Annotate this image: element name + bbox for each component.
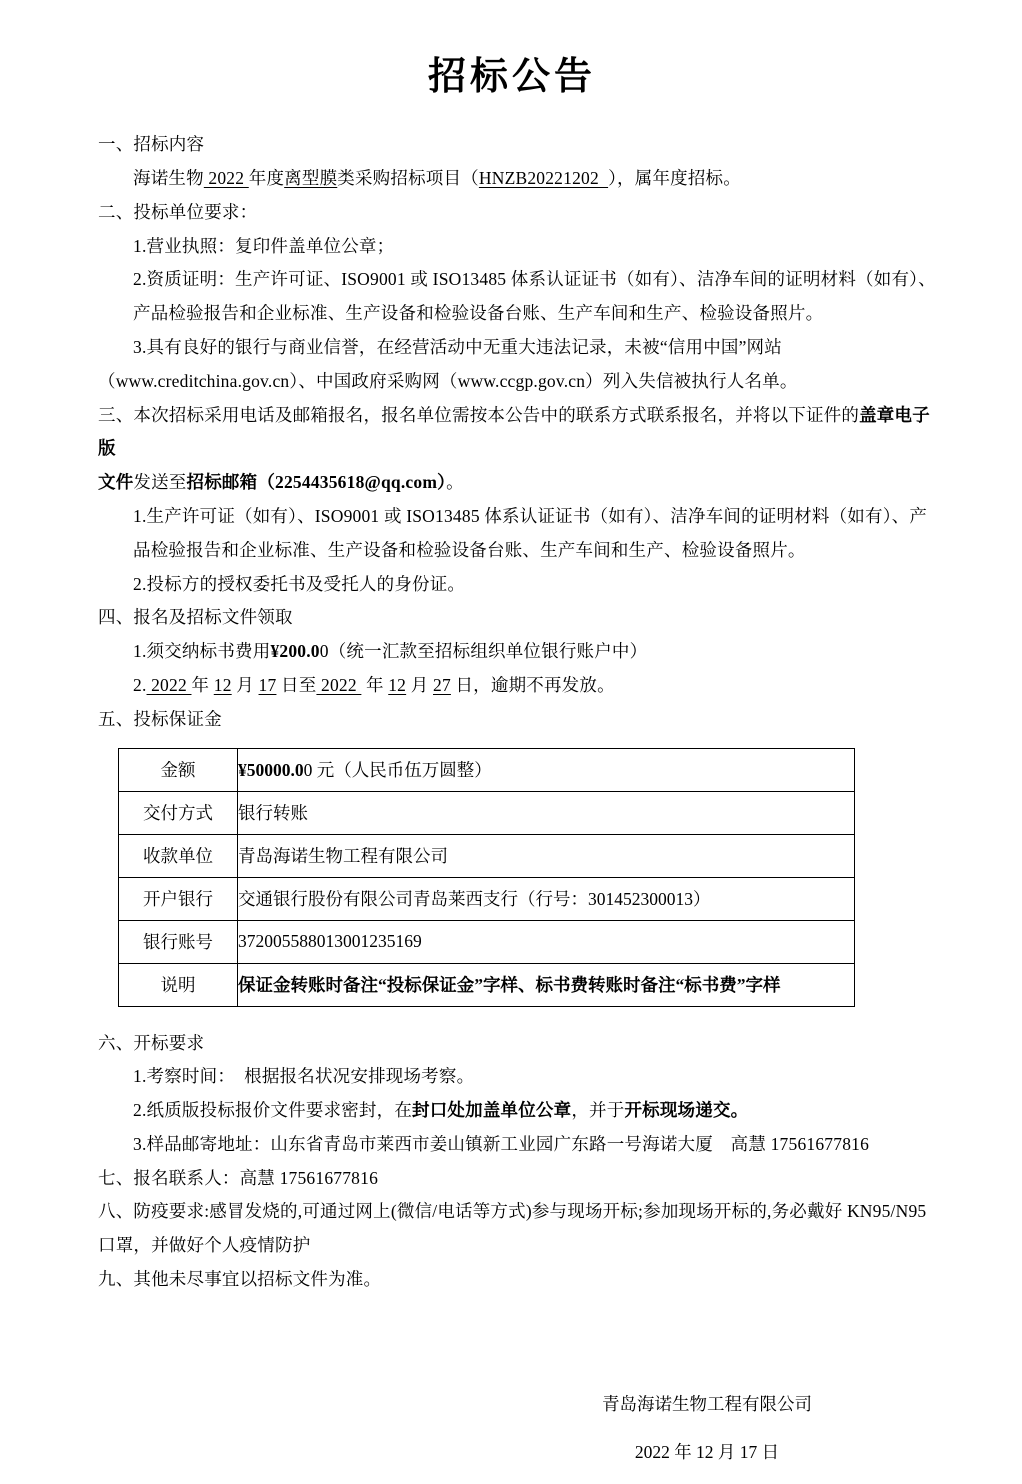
text-segment: 五、投标保证金 <box>98 708 222 729</box>
doc-line <box>98 1094 944 1128</box>
table-row <box>119 963 855 1006</box>
text-segment: ¥200.0 <box>270 641 320 662</box>
doc-line <box>98 466 944 500</box>
doc-line <box>98 669 944 703</box>
text-segment: 文件 <box>98 472 134 493</box>
doc-line <box>98 196 944 230</box>
signature-company: 青岛海诺生物工程有限公司 <box>602 1393 812 1414</box>
doc-line <box>98 1027 944 1061</box>
text-segment: 品检验报告和企业标准、生产设备和检验设备台账、生产车间和生产、检验设备照片。 <box>133 539 806 560</box>
doc-line <box>98 568 944 602</box>
text-segment: 四、报名及招标文件领取 <box>98 607 293 628</box>
text-segment: 招标邮箱（2254435618@qq.com） <box>186 472 447 493</box>
text-segment: 。 <box>446 472 464 493</box>
doc-line <box>98 1229 944 1263</box>
text-segment: 2022 <box>316 674 362 695</box>
doc-line <box>98 500 944 534</box>
text-segment: 七、报名联系人：高慧 17561677816 <box>98 1167 379 1188</box>
text-segment: 口罩，并做好个人疫情防护 <box>98 1235 311 1256</box>
text-segment: 八、防疫要求:感冒发烧的,可通过网上(微信/电话等方式)参与现场开标;参加现场开标的,务必戴好 KN95/N95 <box>98 1201 927 1222</box>
text-segment: 银行转账 <box>238 803 308 823</box>
doc-line <box>98 534 944 568</box>
text-segment: 12 <box>213 674 232 695</box>
doc-line <box>98 128 944 162</box>
row-label: 开户银行 <box>119 877 238 920</box>
row-label: 收款单位 <box>119 834 238 877</box>
doc-line <box>98 399 944 467</box>
row-value <box>238 920 855 963</box>
row-value <box>238 877 855 920</box>
signature-block <box>557 1387 857 1469</box>
text-segment: ，并于 <box>571 1100 625 1121</box>
text-segment: HNZB20221202 <box>478 167 609 188</box>
deposit-table <box>118 748 855 1007</box>
text-segment: 1.须交纳标书费用 <box>133 641 271 662</box>
text-segment: 开标现场递交。 <box>624 1100 749 1121</box>
text-segment: 3.样品邮寄地址：山东省青岛市莱西市姜山镇新工业园广东路一号海诺大厦 高慧 17561677816 <box>133 1133 870 1154</box>
text-segment: 3.具有良好的银行与商业信誉，在经营活动中无重大违法记录，未被“信用中国”网站 <box>133 336 782 357</box>
row-label: 说明 <box>119 963 238 1006</box>
doc-line <box>98 230 944 264</box>
deposit-table-body <box>119 748 855 1006</box>
text-segment: 二、投标单位要求： <box>98 201 258 222</box>
text-segment: 1.生产许可证（如有）、ISO9001 或 ISO13485 体系认证证书（如有）、洁净车间的证明材料（如有）、产 <box>133 505 928 526</box>
doc-line <box>98 1060 944 1094</box>
doc-line <box>98 263 944 297</box>
table-row <box>119 920 855 963</box>
row-value <box>238 748 855 791</box>
doc-line <box>98 297 944 331</box>
signature-date: 2022 年 12 月 17 日 <box>634 1441 780 1462</box>
doc-line <box>98 1195 944 1229</box>
text-segment: 发送至 <box>133 472 187 493</box>
doc-body-lower <box>98 1027 944 1297</box>
doc-line <box>98 601 944 635</box>
doc-line <box>98 703 944 737</box>
table-row <box>119 834 855 877</box>
text-segment: 2.纸质版投标报价文件要求密封，在 <box>133 1100 413 1121</box>
text-segment: 六、开标要求 <box>98 1032 205 1053</box>
text-segment: 12 <box>388 674 407 695</box>
text-segment: 一、招标内容 <box>98 134 205 155</box>
doc-title: 招标公告 <box>427 56 596 98</box>
text-segment: 1.营业执照：复印件盖单位公章； <box>133 235 395 256</box>
text-segment: 月 <box>231 674 259 695</box>
text-segment: 产品检验报告和企业标准、生产设备和检验设备台账、生产车间和生产、检验设备照片。 <box>133 303 824 324</box>
text-segment: 日，逾期不再发放。 <box>450 674 615 695</box>
row-label: 金额 <box>119 748 238 791</box>
row-value <box>238 791 855 834</box>
text-segment: 0（统一汇款至招标组织单位银行账户中） <box>319 641 648 662</box>
table-row <box>119 877 855 920</box>
table-row <box>119 791 855 834</box>
text-segment: 2.资质证明：生产许可证、ISO9001 或 ISO13485 体系认证证书（如有）、洁净车间的证明材料（如有）、 <box>133 269 936 290</box>
doc-line <box>98 1162 944 1196</box>
row-value <box>238 834 855 877</box>
text-segment: 2.投标方的授权委托书及受托人的身份证。 <box>133 573 466 594</box>
text-segment: 青岛海诺生物工程有限公司 <box>238 846 448 866</box>
table-row <box>119 748 855 791</box>
text-segment: 27 <box>433 674 451 695</box>
row-value <box>238 963 855 1006</box>
row-label: 银行账号 <box>119 920 238 963</box>
text-segment: 日至 <box>276 674 317 695</box>
text-segment: 2022 <box>203 167 249 188</box>
doc-line <box>98 1128 944 1162</box>
text-segment: 盖章电子版 <box>98 404 930 459</box>
text-segment: 2. <box>133 674 147 695</box>
text-segment: 372005588013001235169 <box>238 931 422 951</box>
text-segment: ¥50000.0 <box>238 760 304 780</box>
text-segment: 17 <box>258 674 277 695</box>
text-segment: 保证金转账时备注“投标保证金”字样、标书费转账时备注“标书费”字样 <box>238 975 781 995</box>
text-segment: 封口处加盖单位公章 <box>412 1100 572 1121</box>
text-segment: 0 元（人民币伍万圆整） <box>303 760 492 780</box>
text-segment: 离型膜 <box>284 167 338 188</box>
text-segment: 三、本次招标采用电话及邮箱报名，报名单位需按本公告中的联系方式联系报名，并将以下证件的 <box>98 404 860 425</box>
text-segment: 海诺生物 <box>133 167 204 188</box>
text-segment: ），属年度招标。 <box>608 167 741 188</box>
doc-line <box>98 635 944 669</box>
text-segment: 月 <box>406 674 433 695</box>
text-segment: 年 <box>361 674 389 695</box>
text-segment: （www.creditchina.gov.cn）、中国政府采购网（www.ccgp.gov.cn）列入失信被执行人名单。 <box>98 370 798 391</box>
text-segment: 交通银行股份有限公司青岛莱西支行（行号：301452300013） <box>238 889 711 909</box>
doc-line <box>98 331 944 365</box>
doc-line <box>98 1263 944 1297</box>
doc-body-upper <box>98 128 944 736</box>
text-segment: 类采购招标项目（ <box>337 167 479 188</box>
doc-line <box>98 365 944 399</box>
text-segment: 九、其他未尽事宜以招标文件为准。 <box>98 1269 382 1290</box>
row-label: 交付方式 <box>119 791 238 834</box>
text-segment: 1.考察时间： 根据报名状况安排现场考察。 <box>133 1066 475 1087</box>
text-segment: 年 <box>191 674 214 695</box>
doc-line <box>98 162 944 196</box>
text-segment: 年度 <box>248 167 285 188</box>
text-segment: 2022 <box>146 674 192 695</box>
